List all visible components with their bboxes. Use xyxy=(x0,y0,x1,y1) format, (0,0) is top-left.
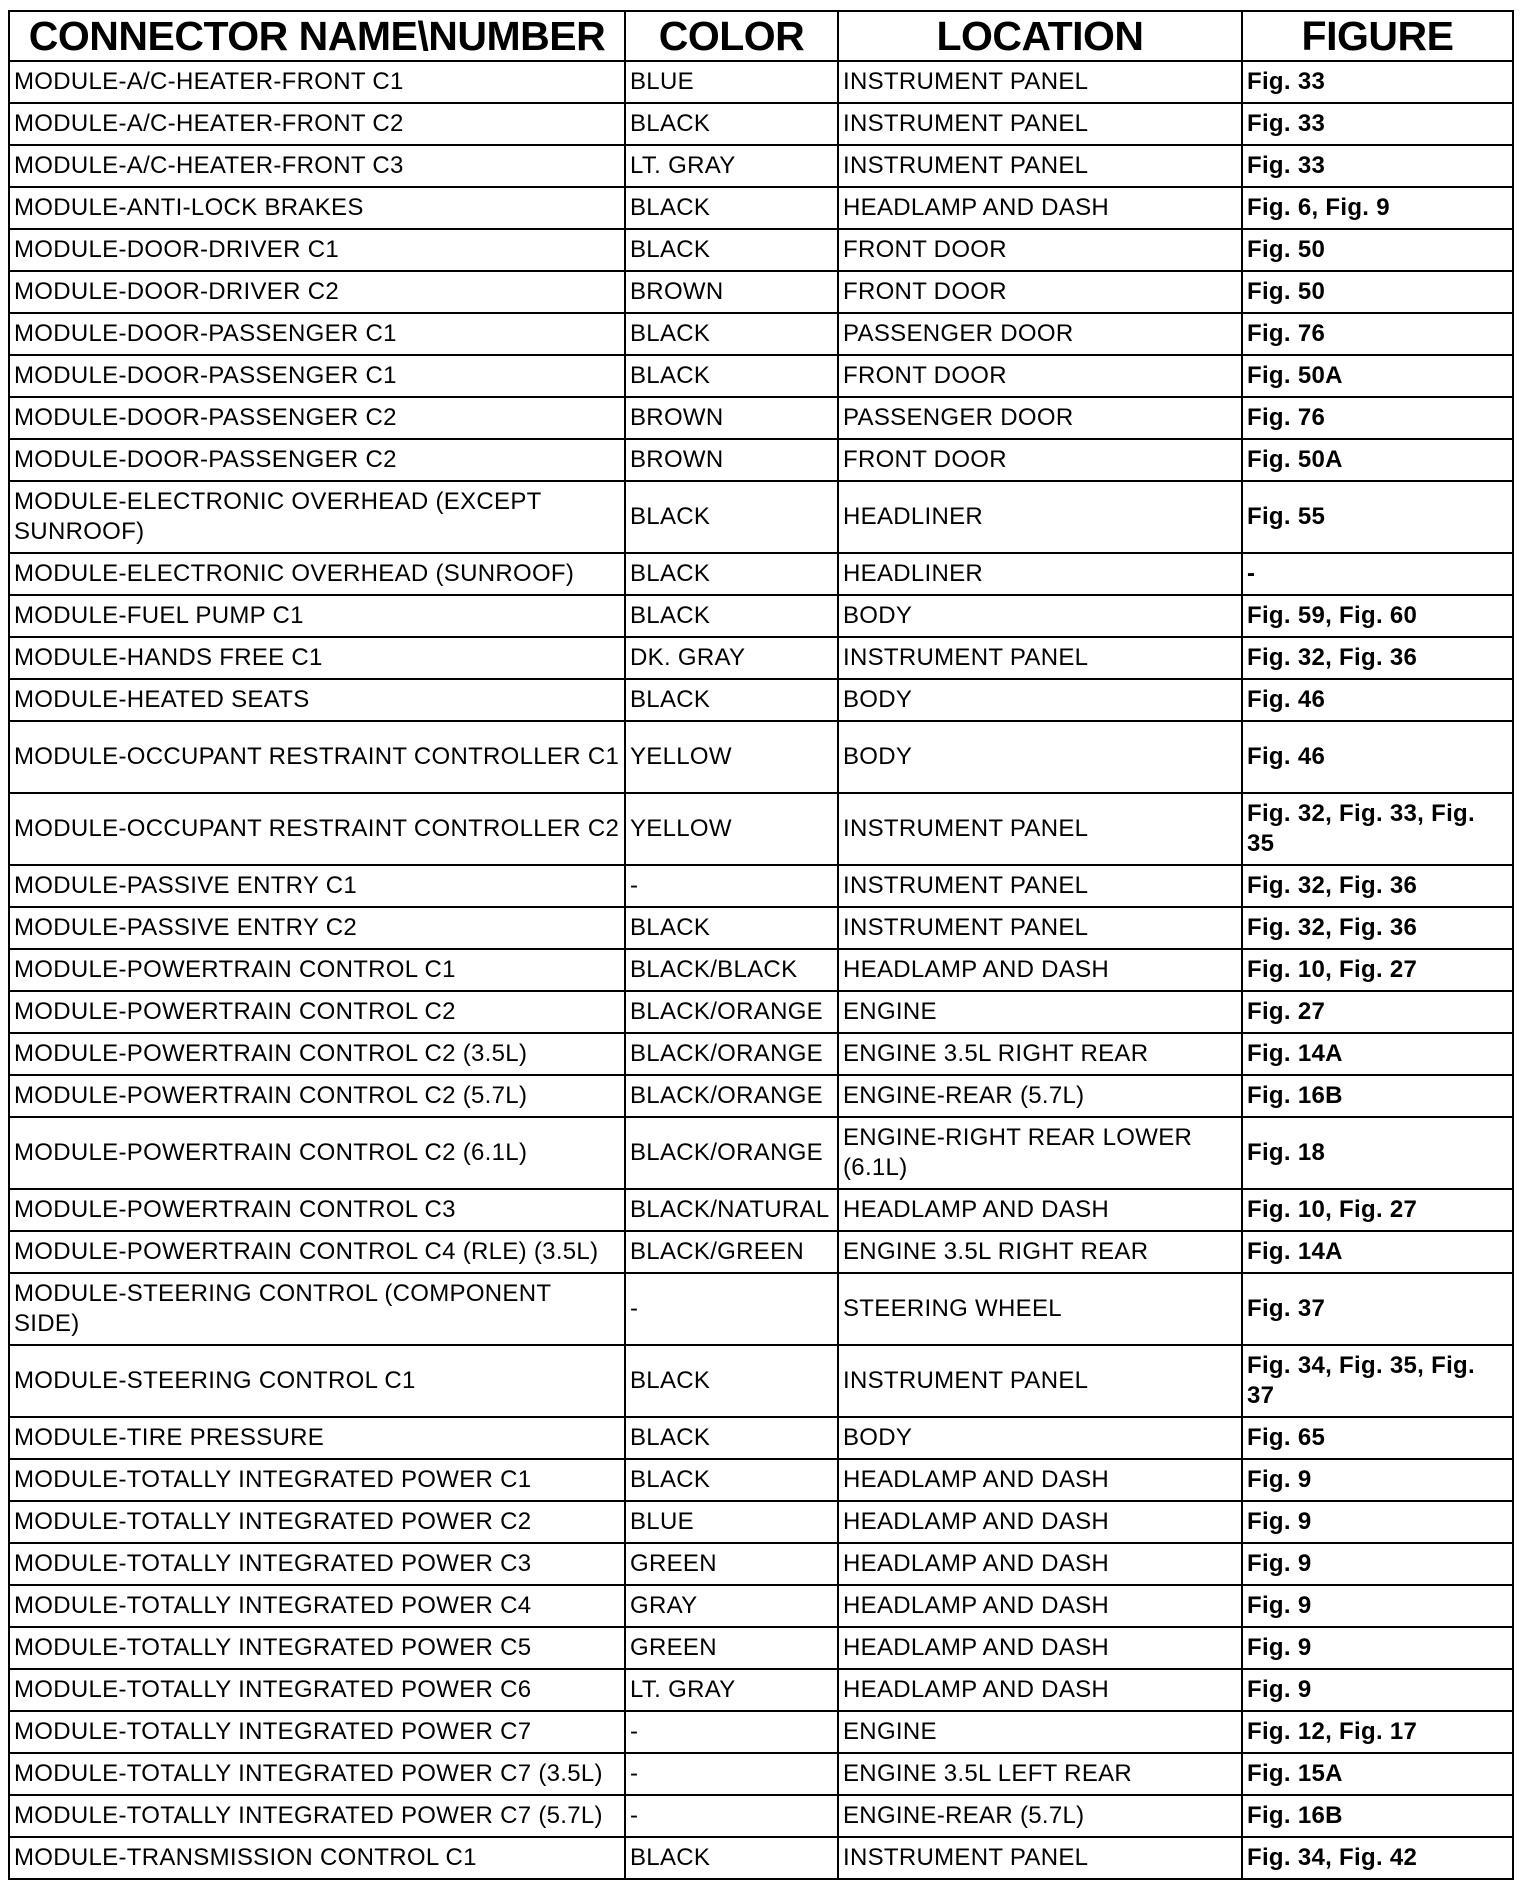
cell-color: BLACK/ORANGE xyxy=(625,991,838,1033)
header-color: COLOR xyxy=(625,11,838,61)
cell-color: BLACK xyxy=(625,1345,838,1417)
cell-location: HEADLINER xyxy=(838,481,1242,553)
cell-location: INSTRUMENT PANEL xyxy=(838,793,1242,865)
cell-figure: Fig. 9 xyxy=(1242,1459,1513,1501)
cell-color: YELLOW xyxy=(625,721,838,793)
cell-figure: Fig. 12, Fig. 17 xyxy=(1242,1711,1513,1753)
cell-location: BODY xyxy=(838,721,1242,793)
header-connector-name: CONNECTOR NAME\NUMBER xyxy=(9,11,625,61)
cell-connector-name: MODULE-POWERTRAIN CONTROL C2 xyxy=(9,991,625,1033)
cell-figure: Fig. 76 xyxy=(1242,397,1513,439)
cell-figure: Fig. 33 xyxy=(1242,103,1513,145)
table-row xyxy=(9,553,1513,595)
table-row xyxy=(9,229,1513,271)
cell-color: BLACK xyxy=(625,355,838,397)
table-row xyxy=(9,1795,1513,1837)
cell-location: HEADLAMP AND DASH xyxy=(838,1189,1242,1231)
cell-connector-name: MODULE-HANDS FREE C1 xyxy=(9,637,625,679)
cell-location: ENGINE 3.5L LEFT REAR xyxy=(838,1753,1242,1795)
table-row xyxy=(9,1711,1513,1753)
cell-color: BLACK xyxy=(625,103,838,145)
cell-figure: Fig. 9 xyxy=(1242,1543,1513,1585)
cell-figure: Fig. 59, Fig. 60 xyxy=(1242,595,1513,637)
cell-color: DK. GRAY xyxy=(625,637,838,679)
cell-color: LT. GRAY xyxy=(625,1669,838,1711)
cell-figure: Fig. 15A xyxy=(1242,1753,1513,1795)
cell-location: FRONT DOOR xyxy=(838,355,1242,397)
table-row xyxy=(9,271,1513,313)
cell-figure: Fig. 6, Fig. 9 xyxy=(1242,187,1513,229)
cell-figure: Fig. 76 xyxy=(1242,313,1513,355)
cell-location: HEADLAMP AND DASH xyxy=(838,1669,1242,1711)
cell-location: PASSENGER DOOR xyxy=(838,313,1242,355)
cell-color: BLACK xyxy=(625,595,838,637)
table-row xyxy=(9,1345,1513,1417)
table-row xyxy=(9,313,1513,355)
cell-color: YELLOW xyxy=(625,793,838,865)
cell-connector-name: MODULE-TOTALLY INTEGRATED POWER C6 xyxy=(9,1669,625,1711)
table-row xyxy=(9,1837,1513,1879)
cell-color: GRAY xyxy=(625,1585,838,1627)
table-row xyxy=(9,1231,1513,1273)
cell-connector-name: MODULE-STEERING CONTROL (COMPONENT SIDE) xyxy=(9,1273,625,1345)
cell-location: HEADLAMP AND DASH xyxy=(838,1543,1242,1585)
cell-connector-name: MODULE-PASSIVE ENTRY C1 xyxy=(9,865,625,907)
cell-connector-name: MODULE-TOTALLY INTEGRATED POWER C7 (5.7L) xyxy=(9,1795,625,1837)
cell-figure: Fig. 27 xyxy=(1242,991,1513,1033)
cell-location: ENGINE 3.5L RIGHT REAR xyxy=(838,1033,1242,1075)
cell-figure: Fig. 55 xyxy=(1242,481,1513,553)
cell-connector-name: MODULE-POWERTRAIN CONTROL C2 (6.1L) xyxy=(9,1117,625,1189)
cell-connector-name: MODULE-POWERTRAIN CONTROL C2 (5.7L) xyxy=(9,1075,625,1117)
cell-connector-name: MODULE-HEATED SEATS xyxy=(9,679,625,721)
table-row xyxy=(9,1417,1513,1459)
table-row xyxy=(9,103,1513,145)
cell-color: BLACK xyxy=(625,553,838,595)
cell-location: HEADLAMP AND DASH xyxy=(838,1627,1242,1669)
cell-figure: Fig. 9 xyxy=(1242,1501,1513,1543)
cell-figure: Fig. 32, Fig. 36 xyxy=(1242,907,1513,949)
cell-location: INSTRUMENT PANEL xyxy=(838,637,1242,679)
cell-color: BROWN xyxy=(625,439,838,481)
cell-figure: Fig. 9 xyxy=(1242,1627,1513,1669)
cell-figure: Fig. 46 xyxy=(1242,679,1513,721)
cell-figure: Fig. 50 xyxy=(1242,271,1513,313)
table-row xyxy=(9,793,1513,865)
table-row xyxy=(9,481,1513,553)
cell-color: BLACK/ORANGE xyxy=(625,1075,838,1117)
cell-color: - xyxy=(625,1273,838,1345)
connector-table xyxy=(8,10,1514,1880)
cell-color: BLUE xyxy=(625,61,838,103)
cell-connector-name: MODULE-A/C-HEATER-FRONT C1 xyxy=(9,61,625,103)
cell-color: BROWN xyxy=(625,397,838,439)
cell-location: BODY xyxy=(838,1417,1242,1459)
cell-figure: Fig. 32, Fig. 36 xyxy=(1242,637,1513,679)
table-body xyxy=(9,61,1513,1879)
cell-color: BLACK/ORANGE xyxy=(625,1117,838,1189)
cell-color: GREEN xyxy=(625,1627,838,1669)
cell-color: BLACK xyxy=(625,907,838,949)
cell-color: BLACK/GREEN xyxy=(625,1231,838,1273)
cell-color: BLACK xyxy=(625,187,838,229)
cell-connector-name: MODULE-TOTALLY INTEGRATED POWER C7 xyxy=(9,1711,625,1753)
cell-figure: Fig. 9 xyxy=(1242,1669,1513,1711)
cell-connector-name: MODULE-OCCUPANT RESTRAINT CONTROLLER C2 xyxy=(9,793,625,865)
table-row xyxy=(9,595,1513,637)
cell-location: INSTRUMENT PANEL xyxy=(838,1345,1242,1417)
cell-location: FRONT DOOR xyxy=(838,439,1242,481)
cell-color: BROWN xyxy=(625,271,838,313)
cell-connector-name: MODULE-DOOR-PASSENGER C1 xyxy=(9,313,625,355)
header-figure: FIGURE xyxy=(1242,11,1513,61)
cell-connector-name: MODULE-TOTALLY INTEGRATED POWER C3 xyxy=(9,1543,625,1585)
table-row xyxy=(9,865,1513,907)
cell-location: ENGINE-RIGHT REAR LOWER (6.1L) xyxy=(838,1117,1242,1189)
cell-location: HEADLINER xyxy=(838,553,1242,595)
cell-location: STEERING WHEEL xyxy=(838,1273,1242,1345)
table-row xyxy=(9,1033,1513,1075)
cell-color: BLACK/ORANGE xyxy=(625,1033,838,1075)
cell-connector-name: MODULE-TOTALLY INTEGRATED POWER C7 (3.5L) xyxy=(9,1753,625,1795)
cell-connector-name: MODULE-TOTALLY INTEGRATED POWER C1 xyxy=(9,1459,625,1501)
cell-location: INSTRUMENT PANEL xyxy=(838,145,1242,187)
table-row xyxy=(9,907,1513,949)
cell-location: ENGINE xyxy=(838,1711,1242,1753)
cell-connector-name: MODULE-POWERTRAIN CONTROL C1 xyxy=(9,949,625,991)
cell-color: BLACK/BLACK xyxy=(625,949,838,991)
table-row xyxy=(9,1669,1513,1711)
cell-connector-name: MODULE-TOTALLY INTEGRATED POWER C4 xyxy=(9,1585,625,1627)
cell-location: ENGINE-REAR (5.7L) xyxy=(838,1075,1242,1117)
cell-location: PASSENGER DOOR xyxy=(838,397,1242,439)
cell-figure: Fig. 33 xyxy=(1242,61,1513,103)
table-row xyxy=(9,355,1513,397)
cell-location: INSTRUMENT PANEL xyxy=(838,103,1242,145)
table-row xyxy=(9,1543,1513,1585)
cell-connector-name: MODULE-A/C-HEATER-FRONT C3 xyxy=(9,145,625,187)
cell-connector-name: MODULE-OCCUPANT RESTRAINT CONTROLLER C1 xyxy=(9,721,625,793)
cell-connector-name: MODULE-DOOR-DRIVER C2 xyxy=(9,271,625,313)
cell-color: - xyxy=(625,865,838,907)
table-row xyxy=(9,1501,1513,1543)
cell-figure: Fig. 10, Fig. 27 xyxy=(1242,949,1513,991)
cell-location: ENGINE 3.5L RIGHT REAR xyxy=(838,1231,1242,1273)
header-row xyxy=(9,11,1513,61)
cell-location: INSTRUMENT PANEL xyxy=(838,907,1242,949)
cell-color: BLACK xyxy=(625,679,838,721)
cell-figure: Fig. 16B xyxy=(1242,1795,1513,1837)
cell-figure: Fig. 50A xyxy=(1242,439,1513,481)
cell-color: - xyxy=(625,1711,838,1753)
table-row xyxy=(9,1273,1513,1345)
cell-color: LT. GRAY xyxy=(625,145,838,187)
cell-connector-name: MODULE-PASSIVE ENTRY C2 xyxy=(9,907,625,949)
cell-connector-name: MODULE-ELECTRONIC OVERHEAD (SUNROOF) xyxy=(9,553,625,595)
table-row xyxy=(9,1627,1513,1669)
cell-location: ENGINE xyxy=(838,991,1242,1033)
cell-connector-name: MODULE-POWERTRAIN CONTROL C2 (3.5L) xyxy=(9,1033,625,1075)
connector-table-page xyxy=(8,10,1512,1880)
table-row xyxy=(9,1075,1513,1117)
cell-location: HEADLAMP AND DASH xyxy=(838,1501,1242,1543)
cell-figure: Fig. 37 xyxy=(1242,1273,1513,1345)
table-row xyxy=(9,1189,1513,1231)
cell-connector-name: MODULE-DOOR-DRIVER C1 xyxy=(9,229,625,271)
cell-color: BLACK xyxy=(625,229,838,271)
cell-figure: Fig. 34, Fig. 42 xyxy=(1242,1837,1513,1879)
cell-color: BLACK/NATURAL xyxy=(625,1189,838,1231)
cell-color: BLACK xyxy=(625,481,838,553)
cell-location: BODY xyxy=(838,679,1242,721)
table-row xyxy=(9,1459,1513,1501)
cell-connector-name: MODULE-TOTALLY INTEGRATED POWER C2 xyxy=(9,1501,625,1543)
cell-figure: Fig. 18 xyxy=(1242,1117,1513,1189)
table-row xyxy=(9,679,1513,721)
cell-figure: Fig. 46 xyxy=(1242,721,1513,793)
cell-figure: Fig. 50A xyxy=(1242,355,1513,397)
cell-figure: Fig. 33 xyxy=(1242,145,1513,187)
table-row xyxy=(9,949,1513,991)
table-row xyxy=(9,439,1513,481)
cell-connector-name: MODULE-ELECTRONIC OVERHEAD (EXCEPT SUNROOF) xyxy=(9,481,625,553)
cell-location: BODY xyxy=(838,595,1242,637)
cell-figure: Fig. 32, Fig. 36 xyxy=(1242,865,1513,907)
cell-connector-name: MODULE-POWERTRAIN CONTROL C3 xyxy=(9,1189,625,1231)
cell-color: BLACK xyxy=(625,1459,838,1501)
header-location: LOCATION xyxy=(838,11,1242,61)
cell-figure: Fig. 14A xyxy=(1242,1033,1513,1075)
table-row xyxy=(9,61,1513,103)
cell-connector-name: MODULE-DOOR-PASSENGER C1 xyxy=(9,355,625,397)
cell-location: INSTRUMENT PANEL xyxy=(838,1837,1242,1879)
table-row xyxy=(9,1753,1513,1795)
table-row xyxy=(9,991,1513,1033)
cell-color: BLACK xyxy=(625,313,838,355)
table-row xyxy=(9,397,1513,439)
cell-connector-name: MODULE-TOTALLY INTEGRATED POWER C5 xyxy=(9,1627,625,1669)
table-row xyxy=(9,721,1513,793)
cell-location: INSTRUMENT PANEL xyxy=(838,61,1242,103)
cell-figure: Fig. 32, Fig. 33, Fig. 35 xyxy=(1242,793,1513,865)
cell-location: HEADLAMP AND DASH xyxy=(838,1459,1242,1501)
table-row xyxy=(9,1585,1513,1627)
cell-location: FRONT DOOR xyxy=(838,271,1242,313)
cell-connector-name: MODULE-TRANSMISSION CONTROL C1 xyxy=(9,1837,625,1879)
cell-connector-name: MODULE-DOOR-PASSENGER C2 xyxy=(9,439,625,481)
cell-figure: Fig. 50 xyxy=(1242,229,1513,271)
cell-color: GREEN xyxy=(625,1543,838,1585)
cell-color: - xyxy=(625,1753,838,1795)
cell-figure: Fig. 9 xyxy=(1242,1585,1513,1627)
cell-figure: Fig. 34, Fig. 35, Fig. 37 xyxy=(1242,1345,1513,1417)
cell-location: HEADLAMP AND DASH xyxy=(838,949,1242,991)
table-row xyxy=(9,145,1513,187)
cell-color: BLACK xyxy=(625,1417,838,1459)
cell-connector-name: MODULE-ANTI-LOCK BRAKES xyxy=(9,187,625,229)
cell-location: INSTRUMENT PANEL xyxy=(838,865,1242,907)
table-row xyxy=(9,1117,1513,1189)
cell-connector-name: MODULE-TIRE PRESSURE xyxy=(9,1417,625,1459)
cell-color: BLUE xyxy=(625,1501,838,1543)
cell-figure: Fig. 10, Fig. 27 xyxy=(1242,1189,1513,1231)
cell-connector-name: MODULE-A/C-HEATER-FRONT C2 xyxy=(9,103,625,145)
cell-color: - xyxy=(625,1795,838,1837)
table-row xyxy=(9,637,1513,679)
cell-connector-name: MODULE-FUEL PUMP C1 xyxy=(9,595,625,637)
cell-connector-name: MODULE-POWERTRAIN CONTROL C4 (RLE) (3.5L) xyxy=(9,1231,625,1273)
cell-location: ENGINE-REAR (5.7L) xyxy=(838,1795,1242,1837)
cell-location: HEADLAMP AND DASH xyxy=(838,187,1242,229)
cell-connector-name: MODULE-DOOR-PASSENGER C2 xyxy=(9,397,625,439)
cell-figure: Fig. 14A xyxy=(1242,1231,1513,1273)
table-row xyxy=(9,187,1513,229)
cell-location: FRONT DOOR xyxy=(838,229,1242,271)
cell-location: HEADLAMP AND DASH xyxy=(838,1585,1242,1627)
cell-color: BLACK xyxy=(625,1837,838,1879)
cell-figure: - xyxy=(1242,553,1513,595)
cell-figure: Fig. 16B xyxy=(1242,1075,1513,1117)
cell-figure: Fig. 65 xyxy=(1242,1417,1513,1459)
cell-connector-name: MODULE-STEERING CONTROL C1 xyxy=(9,1345,625,1417)
